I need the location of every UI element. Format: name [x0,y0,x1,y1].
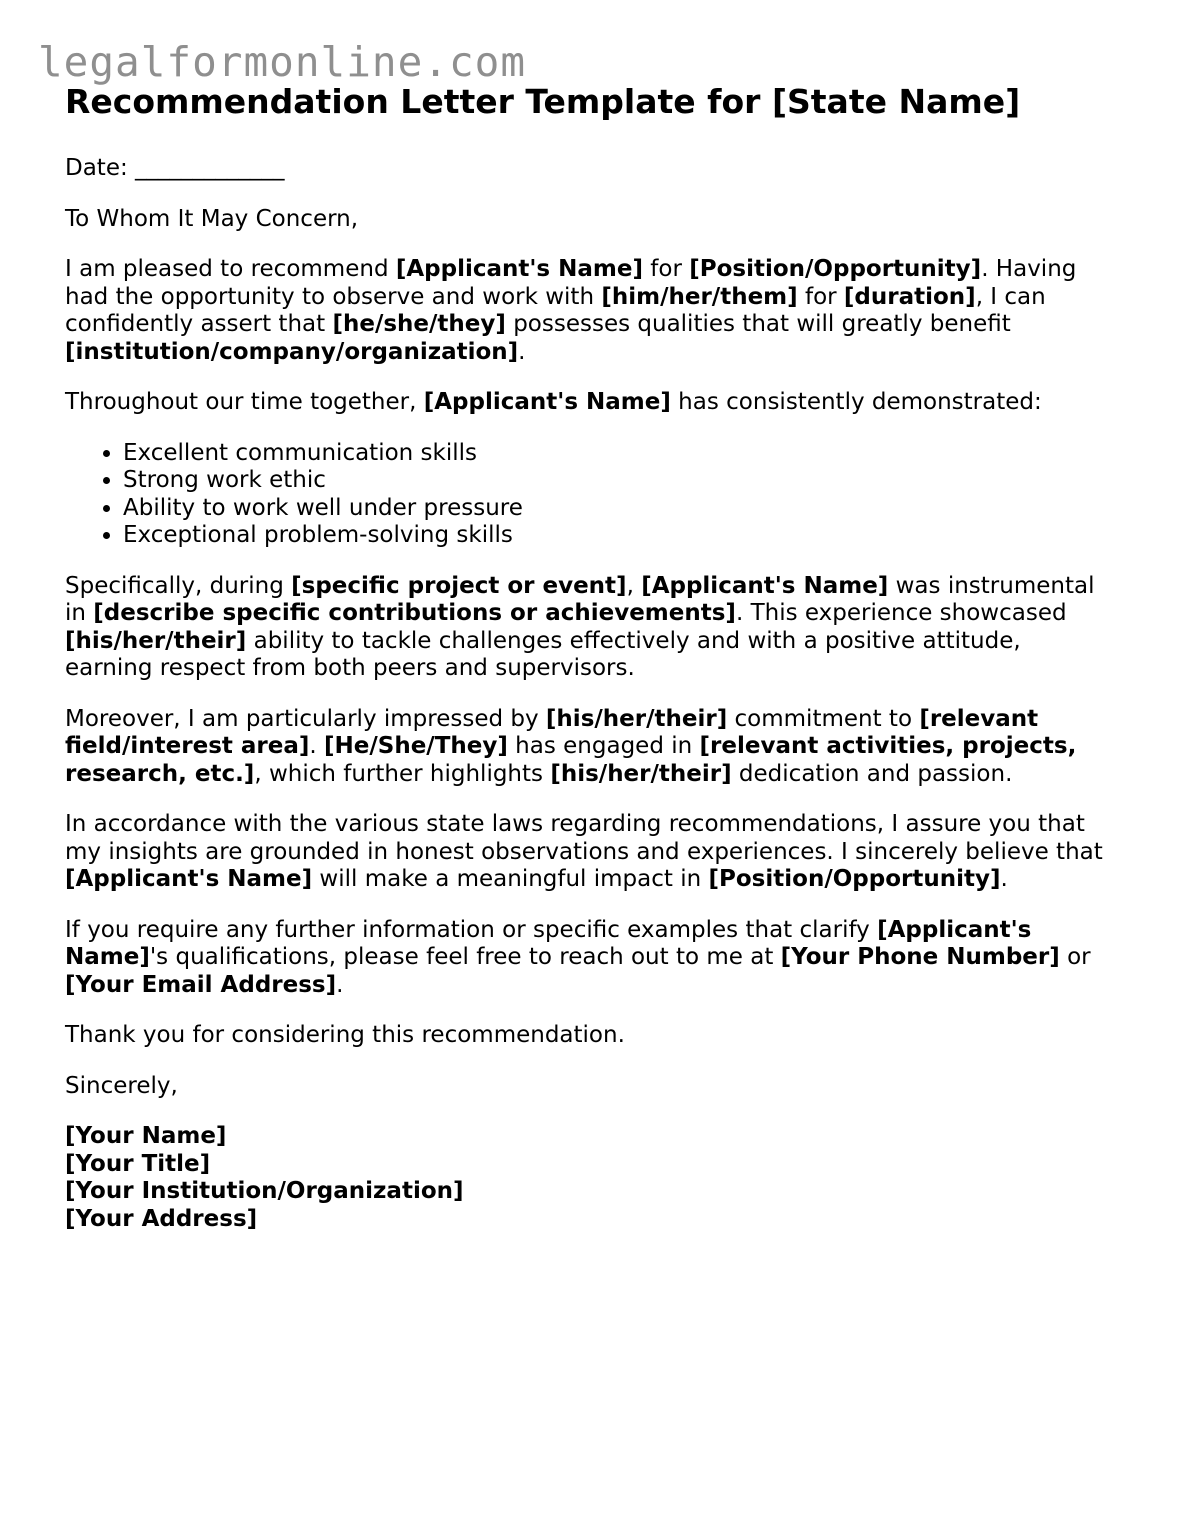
text: I am pleased to recommend [65,256,396,282]
placeholder-pronoun-subject: [he/she/they] [332,311,506,337]
paragraph-introduction [65,256,1115,366]
text: 's qualifications, please feel free to reach out to me at [149,944,781,970]
text: possesses qualities that will greatly benefit [505,311,1011,337]
placeholder-pronoun-subject: [He/She/They] [324,733,508,759]
placeholder-applicant-name: [Applicant's Name] [65,866,313,892]
list-item: • Ability to work well under pressure [123,495,1115,523]
text: . [1000,866,1008,892]
thanks-line: Thank you for considering this recommendation. [65,1022,625,1048]
letter-document [65,80,1115,1233]
qualities-list [65,440,1115,550]
list-item: • Strong work ethic [123,467,1115,495]
text: dedication and passion. [731,760,1013,787]
text: . [518,338,526,365]
text: , [626,572,642,599]
paragraph-specific-project [65,573,1115,683]
watermark-logo: legalformonline.com [38,38,526,86]
placeholder-activities: [relevant activities, projects, research, etc.] [65,733,1077,787]
text: , which further highlights [254,760,551,787]
placeholder-contributions: [describe specific contributions or achievements] [93,600,736,626]
text: , I can confidently assert that [65,283,1046,337]
paragraph-contact [65,917,1115,1000]
placeholder-project: [specific project or event] [291,572,627,599]
text: Throughout our time together, [65,389,424,415]
signature-title: [Your Title] [65,1150,211,1177]
text: . [309,733,324,759]
closing: Sincerely, [65,1072,178,1099]
placeholder-position: [Position/Opportunity] [708,866,1001,892]
paragraph-commitment [65,706,1115,789]
placeholder-applicant-name: [Applicant's Name] [641,572,889,599]
text: In accordance with the various state laws regarding recommendations, I assure you that my insights are grounded in honest observations and experiences. I sincerely believe that [65,811,1103,865]
text: . [336,971,344,998]
placeholder-email: [Your Email Address] [65,971,337,998]
text: Moreover, I am particularly impressed by [65,705,546,732]
document-title: Recommendation Letter Template for [State Name] [65,82,1021,121]
signature-address: [Your Address] [65,1205,258,1232]
text: commitment to [727,705,920,732]
placeholder-institution: [institution/company/organization] [65,338,519,365]
placeholder-phone: [Your Phone Number] [780,944,1060,970]
placeholder-applicant-name: [Applicant's Name] [65,916,1032,970]
text: will make a meaningful impact in [312,866,709,892]
paragraph-qualities-intro [65,389,1115,417]
text: has consistently demonstrated: [670,389,1042,415]
placeholder-field: [relevant field/interest area] [65,705,1039,759]
placeholder-pronoun-object: [him/her/them] [601,283,798,310]
placeholder-applicant-name: [Applicant's Name] [395,256,643,282]
signature-block [65,1123,1115,1233]
date-line [65,155,1115,183]
signature-name: [Your Name] [65,1123,227,1149]
placeholder-pronoun-possessive: [his/her/their] [65,627,247,654]
text: has engaged in [507,733,700,759]
signature-institution: [Your Institution/Organization] [65,1178,464,1204]
salutation: To Whom It May Concern, [65,205,359,232]
placeholder-position: [Position/Opportunity] [689,256,982,282]
placeholder-duration: [duration] [843,283,976,310]
list-item: • Excellent communication skills [123,440,1115,468]
text: or [1059,944,1091,970]
text: . This experience showcased [735,600,1067,626]
placeholder-pronoun-possessive: [his/her/their] [550,760,732,787]
paragraph-assurance [65,811,1115,894]
list-item: • Exceptional problem-solving skills [123,522,1115,550]
text: for [797,283,844,310]
text: was instrumental in [65,572,1095,626]
text: for [642,256,690,282]
text: . Having had the opportunity to observe and work with [65,256,1077,310]
date-blank: _____________ [135,155,285,181]
text: Specifically, during [65,572,292,599]
date-label: Date: [65,155,128,181]
text: If you require any further information or specific examples that clarify [65,916,878,943]
placeholder-pronoun-possessive: [his/her/their] [545,705,728,732]
text: ability to tackle challenges effectively and with a positive attitude, earning respect from both peers and supervisors. [65,627,1021,681]
placeholder-applicant-name: [Applicant's Name] [423,389,671,415]
